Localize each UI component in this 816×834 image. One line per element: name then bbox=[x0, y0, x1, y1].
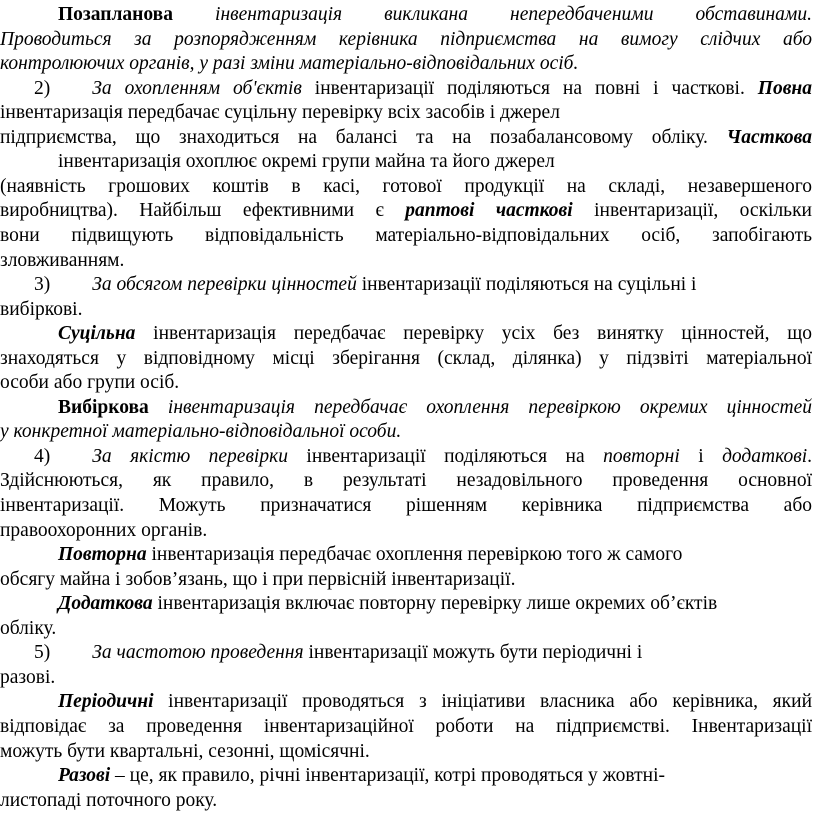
text-line bbox=[0, 27, 812, 52]
body-text: інвентаризація охоплює окремі групи майна та його джерел bbox=[58, 151, 555, 173]
body-text: Здійснюються, як правило, в результаті незадовільного проведення основної bbox=[0, 470, 812, 492]
body-text: інвентаризації проводяться з ініціативи власника або керівника, який bbox=[153, 691, 812, 713]
emphasized-term: Повна bbox=[757, 77, 812, 99]
text-line bbox=[0, 272, 812, 297]
body-text: підприємства, що знаходиться на балансі та на позабалансовому обліку. bbox=[0, 126, 727, 148]
italic-text: За охопленням об'єктів bbox=[92, 77, 302, 99]
text-line bbox=[0, 542, 812, 567]
italic-text: За якістю перевірки bbox=[92, 445, 288, 467]
body-text: інвентаризації поділяються на bbox=[287, 445, 604, 467]
body-text: інвентаризації можуть бути періодичні і bbox=[303, 642, 643, 664]
body-text: особи або групи осіб. bbox=[0, 372, 180, 394]
body-text: 5) bbox=[34, 642, 51, 664]
text-line bbox=[0, 51, 812, 76]
text-line bbox=[0, 518, 812, 543]
body-text: листопаді поточного року. bbox=[0, 789, 218, 811]
text-line bbox=[0, 76, 812, 101]
text-line bbox=[0, 297, 812, 322]
emphasized-term: Часткова bbox=[726, 126, 812, 148]
emphasized-term: Періодичні bbox=[58, 691, 154, 713]
text-line bbox=[0, 714, 812, 739]
text-line bbox=[0, 689, 812, 714]
body-text: можуть бути квартальні, сезонні, щомісячні. bbox=[0, 740, 370, 762]
emphasized-term: Повторна bbox=[58, 544, 147, 566]
body-text: (наявність грошових коштів в касі, готової продукції на складі, незавершеного bbox=[0, 175, 812, 197]
text-line bbox=[0, 198, 812, 223]
text-line bbox=[0, 567, 812, 592]
body-text: інвентаризація передбачає перевірку усіх без винятку цінностей, що bbox=[135, 323, 812, 345]
body-text: відповідає за проведення інвентаризаційної роботи на підприємстві. Інвентаризації bbox=[0, 715, 812, 737]
body-text: інвентаризація передбачає суцільну перевірку всіх засобів і джерел bbox=[0, 102, 560, 124]
body-text: обліку. bbox=[0, 617, 57, 639]
body-text: разові. bbox=[0, 666, 56, 688]
italic-text: додаткові bbox=[722, 445, 808, 467]
body-text: інвентаризації, оскільки bbox=[572, 200, 812, 222]
body-text: правоохоронних органів. bbox=[0, 519, 208, 541]
body-text: обсягу майна і зобов’язань, що і при первісній інвентаризації. bbox=[0, 568, 516, 590]
body-text: інвентаризації. Можуть призначатися рішенням керівника підприємства або bbox=[0, 495, 812, 516]
italic-text: повторні bbox=[603, 445, 680, 467]
text-line bbox=[0, 665, 812, 690]
body-text: інвентаризації поділяються на повні і часткові. bbox=[301, 77, 758, 99]
text-line bbox=[0, 346, 812, 371]
body-text: 4) bbox=[34, 445, 51, 467]
text-line bbox=[0, 174, 812, 199]
text-line bbox=[0, 616, 812, 641]
body-text: інвентаризація передбачає охоплення перевіркою того ж самого bbox=[146, 544, 683, 566]
body-text: 3) bbox=[34, 274, 51, 296]
body-text bbox=[173, 4, 215, 25]
emphasized-term: Додаткова bbox=[58, 593, 153, 615]
body-text: 2) bbox=[34, 77, 51, 99]
body-text: інвентаризація включає повторну перевірку лише окремих об’єктів bbox=[152, 593, 718, 615]
italic-text: у конкретної матеріально-відповідальної особи. bbox=[0, 421, 402, 443]
text-line bbox=[0, 640, 812, 665]
text-line bbox=[0, 739, 812, 764]
text-line bbox=[0, 100, 812, 125]
body-text: і bbox=[679, 445, 723, 467]
emphasized-term: Суцільна bbox=[58, 323, 136, 345]
body-text: зловживанням. bbox=[0, 249, 125, 271]
text-line bbox=[0, 321, 812, 346]
emphasized-term: раптові часткові bbox=[405, 200, 573, 222]
italic-text: інвентаризація викликана непередбаченими обставинами. bbox=[215, 4, 812, 25]
italic-text: За частотою проведення bbox=[92, 642, 304, 664]
text-line bbox=[0, 591, 812, 616]
body-text: знаходяться у відповідному місці зберігання (склад, ділянка) у підзвіті матеріальної bbox=[0, 347, 812, 369]
text-line bbox=[0, 125, 812, 150]
bold-term: Позапланова bbox=[58, 4, 173, 25]
text-line bbox=[0, 2, 812, 27]
italic-text: інвентаризація передбачає охоплення перевіркою окремих цінностей bbox=[167, 396, 813, 418]
text-line bbox=[0, 788, 812, 813]
bold-term: Вибіркова bbox=[58, 396, 149, 418]
text-line bbox=[0, 223, 812, 248]
body-text: вони підвищують відповідальність матеріально-відповідальних осіб, запобігають bbox=[0, 224, 812, 246]
text-line bbox=[0, 370, 812, 395]
text-line bbox=[0, 248, 812, 273]
body-text: виробництва). Найбільш ефективними є bbox=[0, 200, 406, 222]
italic-text: контролюючих органів, у разі зміни матеріально-відповідальних осіб. bbox=[0, 53, 579, 75]
body-text: – це, як правило, річні інвентаризації, котрі проводяться у жовтні- bbox=[110, 765, 665, 787]
text-line bbox=[0, 468, 812, 493]
text-line bbox=[0, 419, 812, 444]
text-line bbox=[0, 149, 812, 174]
body-text bbox=[149, 397, 168, 418]
body-text: . bbox=[807, 445, 813, 467]
text-line bbox=[0, 763, 812, 788]
body-text: вибіркові. bbox=[0, 298, 83, 320]
italic-text: Проводиться за розпорядженням керівника підприємства на вимогу слідчих або bbox=[0, 28, 812, 50]
text-line bbox=[0, 395, 812, 420]
emphasized-term: Разові bbox=[58, 765, 111, 787]
text-line bbox=[0, 493, 812, 518]
body-text: інвентаризації поділяються на суцільні і bbox=[356, 274, 697, 296]
text-line bbox=[0, 444, 812, 469]
italic-text: За обсягом перевірки цінностей bbox=[92, 274, 357, 296]
